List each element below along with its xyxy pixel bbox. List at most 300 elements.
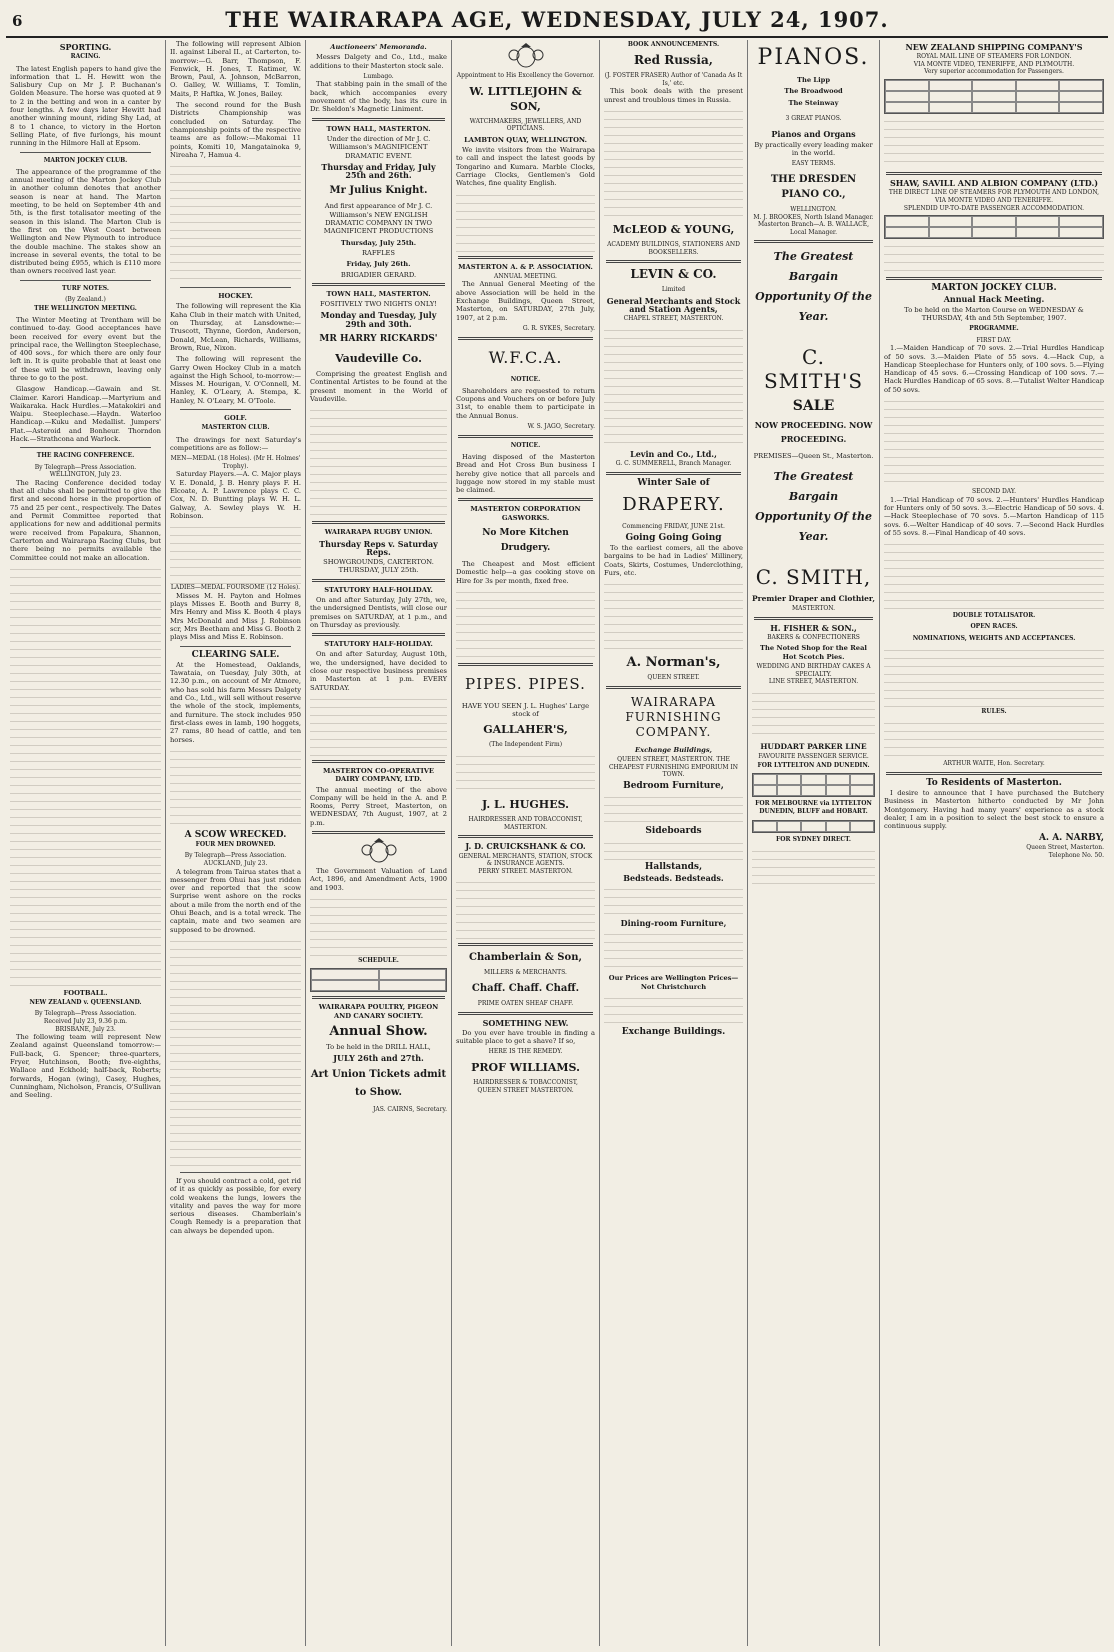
dateline: AUCKLAND, July 23.: [203, 860, 268, 867]
subheading-masterton-club: MASTERTON CLUB.: [201, 424, 270, 432]
divider: [180, 1172, 291, 1173]
table-cell: [929, 91, 973, 102]
table-cell: [311, 969, 379, 980]
ad-play-title: RAFFLES: [361, 248, 396, 257]
ad-paragraph: The Cheapest and Most efficient Domestic help—a gas cooking stove on Hire for 3s per month, fixed free.: [456, 559, 595, 585]
table-cell: [885, 80, 929, 91]
section-heading-golf: GOLF.: [224, 414, 247, 423]
section-heading-football: FOOTBALL.: [63, 988, 108, 997]
ad-text-continued: [604, 327, 743, 447]
royal-crest-icon: [506, 43, 546, 69]
ad-line: Exchange Buildings,: [635, 745, 712, 754]
table-cell: [826, 821, 850, 832]
table-cell: [1059, 91, 1103, 102]
ad-art-union: Art Union Tickets admit to Show.: [310, 1069, 447, 1099]
table-cell: [1059, 227, 1103, 238]
ad-brand: The Broadwood: [784, 87, 843, 96]
ad-dates: JULY 26th and 27th.: [333, 1053, 424, 1064]
article-paragraph: The following will represent the Garry Owen Hockey Club in a match against the High School, to-morrow:—Misses M. Hourigan, V. O'Connell, M. Hanley, K. O'Leary, A. Stempa, K. Hanley, N. O'Leary, M. O'Toole.: [170, 355, 301, 405]
table-cell: [753, 785, 777, 796]
byline: By Telegraph—Press Association.: [34, 1010, 137, 1018]
ad-trades: GENERAL MERCHANTS, STATION, STOCK & INSURANCE AGENTS.: [458, 852, 593, 868]
body-text-continued: [170, 163, 301, 283]
ad-address: PREMISES—Queen St., Masterton.: [753, 452, 874, 461]
ad-star-name: Mr Julius Knight.: [329, 185, 428, 197]
ad-address: Queen Street, Masterton.: [1026, 843, 1104, 851]
ad-text-continued: [884, 118, 1104, 168]
programme-events: 1.—Trial Handicap of 70 sovs. 2.—Hunters' Hurdles Handicap for Hunters only of 50 sovs. 3.—Electric Handicap of 50 sovs. 4.—Hack Steeplechase of 70 sovs. 5.—Marton Handicap of 115 sovs. 6.—Welter Handicap of 40 sovs. 7.—Second Hack Hurdles of 55 sovs. 8.—Final Handicap of 40 sovs.: [884, 495, 1104, 537]
byline: (By Zealand.): [65, 296, 106, 304]
heading-clearing-sale: CLEARING SALE.: [191, 649, 280, 660]
ad-address: Exchange Buildings.: [621, 1027, 726, 1038]
ad-firm-huddart-parker: HUDDART PARKER LINE: [760, 741, 867, 751]
ad-line: (The Independent Firm): [488, 741, 563, 749]
ad-trades: ACADEMY BUILDINGS, STATIONERS AND BOOKSELLERS.: [607, 241, 740, 256]
ad-text-continued: [310, 407, 447, 517]
ad-line: To be held in the DRILL HALL,: [326, 1042, 431, 1051]
advertorial-paragraph: If you should contract a cold, get rid of it as quickly as possible, for every cold weakens the lungs, lowers the vitality and paves the way for more serious diseases. Chamberlain's Cough Remedy is a preparation that can always be depended upon.: [170, 1176, 301, 1235]
article-paragraph: The second round for the Bush Districts Championship was concluded on Saturday. The championship points of the respective teams are as follow:—Makomai 11 points, Komiti 10, Mangatainoka 9, Nireaha 7, Hamua 4.: [170, 101, 301, 159]
ad-text-continued: [884, 720, 1104, 760]
table-cell: [777, 821, 801, 832]
ad-firm-levin: Levin and Co., Ltd.,: [630, 449, 717, 460]
divider: [458, 943, 593, 946]
ad-book-title: Red Russia,: [634, 53, 713, 68]
ad-heading-poultry-society: WAIRARAPA POULTRY, PIGEON AND CANARY SOCIETY.: [318, 1003, 439, 1020]
column-6: [748, 40, 880, 1646]
ad-signature: G. R. SYKES, Secretary.: [522, 324, 595, 332]
table-cell: [972, 91, 1016, 102]
ad-firm-littlejohn: W. LITTLEJOHN & SON,: [469, 84, 582, 113]
table-cell: [850, 774, 874, 785]
ad-paragraph: On and after Saturday, August 10th, we, the undersigned, have decided to close our respective business premises in Masterton at 1 p.m. EVERY SATURDAY.: [310, 650, 447, 692]
programme-heading: PROGRAMME.: [969, 325, 1019, 333]
table-cell: [1016, 227, 1060, 238]
divider: [886, 172, 1102, 175]
ad-line: WEDDING AND BIRTHDAY CAKES A SPECIALTY.: [756, 663, 871, 678]
ad-heading-something-new: SOMETHING NEW.: [482, 1017, 569, 1028]
ad-text-continued: [752, 848, 875, 888]
ad-line: Limited: [661, 286, 686, 294]
programme-heading: NOMINATIONS, WEIGHTS AND ACCEPTANCES.: [912, 634, 1076, 642]
ad-text-continued: [456, 192, 595, 252]
received-line: Received July 23, 9.36 p.m.: [43, 1018, 128, 1025]
divider: [180, 646, 291, 647]
divider: [312, 579, 445, 582]
article-paragraph: Saturday Players.—A. C. Major plays V. E. Donald, J. B. Henry plays F. H. Elcoate, A. P. Lawrence plays C. C. Cox, N. D. Buntting plays W. H. L. Galway, A. Sewley plays W. H. Robinson.: [170, 470, 301, 520]
ad-firm-mcleod-young: McLEOD & YOUNG,: [612, 223, 735, 237]
ad-product-hallstands: Hallstands,: [644, 861, 703, 872]
section-heading-sporting: SPORTING.: [59, 42, 112, 52]
ad-slogan: The Noted Shop for the Real Hot Scotch Pies.: [760, 644, 867, 661]
ad-line: HAVE YOU SEEN J. L. Hughes' Large stock of: [461, 701, 590, 719]
table-cell: [379, 980, 447, 991]
programme-heading: OPEN RACES.: [970, 623, 1018, 631]
heading-racing-conference: THE RACING CONFERENCE.: [36, 452, 135, 460]
table-cell: [972, 80, 1016, 91]
ad-text-continued: [884, 647, 1104, 707]
ad-firm-dresden: THE DRESDEN PIANO CO.,: [770, 173, 857, 200]
ad-heading-dairy-company: MASTERTON CO-OPERATIVE DAIRY COMPANY, LTD.: [322, 766, 435, 784]
divider: [20, 152, 151, 153]
royal-crest-icon: [359, 838, 399, 864]
divider: [312, 996, 445, 999]
table-cell: [850, 821, 874, 832]
programme-day: SECOND DAY.: [972, 488, 1016, 496]
ad-phone: Telephone No. 50.: [1048, 851, 1104, 859]
ad-trades: MILLERS & MERCHANTS.: [484, 969, 567, 977]
ad-line: NOW PROCEEDING. NOW PROCEEDING.: [754, 420, 873, 445]
notice-text-continued: [310, 896, 447, 956]
heading-auctioneers-memoranda: Auctioneers' Memoranda.: [330, 43, 427, 51]
section-heading-hockey: HOCKEY.: [218, 292, 253, 301]
ad-line: VIA MONTE VIDEO, TENERIFFE, AND PLYMOUTH.: [913, 60, 1075, 68]
ad-address: LAMBTON QUAY, WELLINGTON.: [464, 135, 587, 144]
divider: [754, 240, 873, 243]
ad-heading-rugby-union: WAIRARAPA RUGBY UNION.: [324, 528, 433, 537]
ad-firm-williams: PROF WILLIAMS.: [471, 1061, 580, 1074]
ad-text-continued: [604, 995, 743, 1025]
ad-line: PRIME OATEN SHEAF CHAFF.: [477, 999, 574, 1007]
ad-sale: SALE: [792, 398, 835, 415]
ad-paragraph: To be held on the Marton Course on WEDNESDAY & THURSDAY, 4th and 5th September, 1907.: [904, 305, 1084, 323]
table-cell: [1016, 91, 1060, 102]
ad-text-continued: [604, 108, 743, 218]
ad-slogan-bargain: The Greatest Bargain Opportunity Of the Year.: [755, 250, 872, 324]
divider: [180, 287, 291, 288]
ad-trades: HAIRDRESSER & TOBACCONIST,: [473, 1079, 578, 1086]
competition-title: MEN—MEDAL (18 Holes). (Mr H. Holmes' Trophy).: [170, 455, 301, 470]
ad-line: FOSITIVELY TWO NIGHTS ONLY!: [320, 300, 437, 309]
newspaper-title: THE WAIRARAPA AGE, WEDNESDAY, JULY 24, 1907.: [225, 7, 889, 32]
ad-drapery: DRAPERY.: [622, 494, 725, 516]
table-cell: [929, 227, 973, 238]
ad-paragraph: On and after Saturday, July 27th, we, the undersigned Dentists, will close our premises on SATURDAY, at 1 p.m., and on Thursday as previously.: [310, 595, 447, 629]
divider: [458, 1012, 593, 1015]
ad-line: SPLENDID UP-TO-DATE PASSENGER ACCOMMODATION.: [903, 204, 1085, 212]
programme-heading: RULES.: [981, 707, 1007, 715]
body-text-continued: [10, 566, 161, 986]
article-paragraph: The Winter Meeting at Trentham will be continued to-day. Good acceptances have been received for every event but the principal race, the Wellington Steeplechase, of 400 sovs., for which there are only four left in. It is quite probable that at least one of these will be withdrawn, leaving only three to go to the post.: [10, 315, 161, 382]
divider: [458, 435, 593, 438]
table-cell: [1059, 216, 1103, 227]
ad-subheading: ANNUAL MEETING.: [494, 272, 557, 280]
ad-heading-pipes: PIPES. PIPES.: [465, 674, 586, 693]
ad-annual-show: Annual Show.: [329, 1023, 428, 1039]
sailing-table: [884, 79, 1104, 114]
ad-address: WELLINGTON.: [790, 205, 837, 213]
divider: [458, 663, 593, 666]
ad-line: Commencing FRIDAY, JUNE 21st.: [622, 523, 725, 531]
divider: [606, 472, 741, 475]
ad-slogan: Going Going Going: [625, 532, 722, 543]
ad-firm-csmith: C. SMITH,: [755, 564, 872, 589]
ad-heading-town-hall: TOWN HALL, MASTERTON.: [326, 124, 431, 133]
ad-trades: WATCHMAKERS, JEWELLERS, AND OPTICIANS.: [469, 117, 582, 133]
ad-paragraph: We invite visitors from the Wairarapa to call and inspect the latest goods by Tongarino and Kumara. Marble Clocks, Carriage Clocks, Gentlemen's Gold Watches, fine quality English.: [456, 146, 595, 188]
ad-heading-wfca: W.F.C.A.: [488, 347, 563, 367]
heading-scow-wrecked: A SCOW WRECKED.: [184, 829, 287, 840]
ad-paragraph: Comprising the greatest English and Continental Artistes to be found at the present moment in the World of Vaudeville.: [310, 370, 447, 403]
divider: [312, 283, 445, 286]
ad-firm-nz-shipping: NEW ZEALAND SHIPPING COMPANY'S: [905, 42, 1083, 52]
ad-line: FAVOURITE PASSENGER SERVICE.: [758, 753, 869, 761]
ad-text-continued: [604, 886, 743, 916]
sailing-heading: FOR SYDNEY DIRECT.: [776, 835, 851, 843]
ad-slogan: Our Prices are Wellington Prices—Not Christchurch: [608, 974, 739, 991]
article-paragraph: The following will represent the Kia Kaha Club in their match with United, on Thursday, at Lansdowne:—Truscott, Thynne, Gordon, Anderson, Donald, McLean, Richards, Williams, Brown, Rue, Nixon.: [170, 302, 301, 352]
ad-paragraph: And first appearance of Mr J. C. Williamson's NEW ENGLISH DRAMATIC COMPANY IN TWO MAGNIFICENT PRODUCTIONS: [323, 202, 434, 236]
table-cell: [1016, 80, 1060, 91]
ad-product-bedsteads: Bedsteads. Bedsteads.: [623, 872, 724, 883]
ad-trades: HAIRDRESSER AND TOBACCONIST, MASTERTON.: [468, 816, 583, 831]
table-cell: [1059, 102, 1103, 113]
ad-trades: General Merchants and Stock and Station Agents,: [606, 295, 741, 315]
ad-text-continued: [456, 879, 595, 939]
divider: [20, 280, 151, 281]
divider: [312, 760, 445, 763]
appointment-line: Appointment to His Excellency the Governor.: [456, 72, 595, 79]
heading-schedule: SCHEDULE.: [358, 956, 399, 964]
table-cell: [972, 216, 1016, 227]
table-cell: [972, 102, 1016, 113]
byline: By Telegraph—Press Association.: [34, 463, 137, 471]
ad-text-continued: [604, 794, 743, 824]
table-cell: [885, 216, 929, 227]
ad-firm-levin: LEVIN & CO.: [630, 267, 717, 282]
table-cell: [1059, 80, 1103, 91]
table-cell: [777, 774, 801, 785]
ad-text-continued: [884, 243, 1104, 273]
dateline: BRISBANE, July 23.: [55, 1025, 116, 1033]
column-3: [306, 40, 452, 1646]
ad-heading-pianos: PIANOS.: [757, 45, 870, 70]
ad-text-continued: [310, 696, 447, 756]
ad-paragraph: To the earliest comers, all the above bargains to be had in Ladies' Millinery, Coats, Skirts, Costumes, Underclothing, Furs, etc.: [604, 544, 743, 578]
table-cell: [885, 91, 929, 102]
article-paragraph: Misses M. H. Payton and Holmes plays Misses E. Booth and Burry 8, Mrs Henry and Miss K. Booth 4 plays Mrs McDonald and Miss J. Robinson scr, Mrs Beetham and Miss G. Booth 2 plays Miss and Miss E. Robinson.: [170, 591, 301, 642]
table-cell: [826, 774, 850, 785]
divider: [606, 260, 741, 263]
ad-paragraph: Do you ever have trouble in finding a suitable place to get a shave? If so,: [456, 1028, 595, 1046]
ad-paragraph: I desire to announce that I have purchased the Butchery Business in Masterton hitherto conducted by Mr John Montgomery. Having had many years' experience as a stock dealer, I am in a position to select the best stock to ensure a continuous supply.: [884, 789, 1104, 831]
table-cell: [885, 227, 929, 238]
ad-address: LINE STREET, MASTERTON.: [768, 678, 859, 686]
ad-heading-town-hall: TOWN HALL, MASTERTON.: [326, 289, 431, 298]
divider: [458, 256, 593, 259]
divider: [886, 772, 1102, 775]
ad-heading-marton-jockey-club: MARTON JOCKEY CLUB.: [931, 283, 1057, 294]
ad-fixture: Thursday Reps v. Saturday Reps.: [319, 538, 438, 557]
divider: [606, 686, 741, 689]
ad-text-continued: [752, 690, 875, 740]
body-text-continued: [170, 748, 301, 828]
column-4: [452, 40, 600, 1646]
ad-firm-cruickshank: J. D. CRUICKSHANK & CO.: [465, 841, 586, 852]
programme-day: FIRST DAY.: [976, 336, 1012, 344]
ad-firm-furnishing: WAIRARAPA FURNISHING COMPANY.: [625, 694, 722, 739]
divider: [20, 447, 151, 448]
ad-product-sideboards: Sideboards: [645, 826, 702, 837]
table-cell: [801, 774, 825, 785]
ad-paragraph: By practically every leading maker in the world.: [754, 140, 873, 158]
divider: [180, 409, 291, 410]
sailing-table: [752, 773, 875, 797]
article-paragraph: The following will represent Albion II. against Liberal II., at Carterton, to-morrow:—G. Barr, Thompson, F. Fenwick, H. Jones, T. Ratimer, W. Brown, Paul, A. Johnson, McBarron, O. Galley, W. Williams, T. Tomlin, Maits, P. Haftka, W. Jones, Bailey.: [170, 40, 301, 98]
ad-heading-notice: NOTICE.: [510, 441, 541, 449]
ad-play-title: BRIGADIER GERARD.: [340, 270, 417, 279]
sailing-table: [752, 820, 875, 833]
divider: [458, 337, 593, 340]
article-paragraph: Glasgow Handicap.—Gawain and St. Claimer. Karori Handicap.—Martyrium and Waikaraka. Hack Hurdles.—Matakokiri and Waipu. Steeplechase.—Haydn. Waterloo Handicap.—Kuku and Medallist. Jumpers' Flat.—Asteroid and Bonheur. Thorndon Hack.—Strathcona and Warlock.: [10, 385, 161, 444]
ad-text-continued: [604, 840, 743, 860]
table-cell: [885, 102, 929, 113]
ad-heading-ap-association: MASTERTON A. & P. ASSOCIATION.: [458, 262, 593, 271]
ad-signature: G. C. SUMMERELL, Branch Manager.: [615, 460, 732, 468]
divider: [312, 521, 445, 524]
ad-date: Friday, July 26th.: [346, 260, 411, 269]
masthead: [6, 0, 1108, 38]
schedule-table: [310, 968, 447, 992]
ad-heading: Pianos and Organs: [771, 129, 856, 140]
ad-trades: BAKERS & CONFECTIONERS: [767, 633, 860, 641]
programme-events: 1.—Maiden Handicap of 70 sovs. 2.—Trial Hurdles Handicap of 50 sovs. 3.—Maiden Plate of 55 sovs. 4.—Hack Cup, a Handicap Steeplechase for Hunters only, of 100 sovs. 5.—Flying Handicap of 45 sovs. 6.—Crossing Handicap of 100 sovs. 7.—Hack Hurdles Handicap of 65 sovs. 8.—Tutalist Welter Handicap of 50 sovs.: [884, 344, 1104, 394]
ad-address: QUEEN STREET.: [647, 674, 700, 682]
body-text-continued: [170, 938, 301, 1168]
ad-line: (J. FOSTER FRASER) Author of 'Canada As It Is,' etc.: [604, 72, 743, 87]
heading-nz-v-queensland: NEW ZEALAND v. QUEENSLAND.: [29, 999, 142, 1007]
table-cell: [311, 980, 379, 991]
ad-line: ROYAL MAIL LINE OF STEAMERS FOR LONDON.: [916, 53, 1072, 61]
article-paragraph: The latest English papers to hand give the information that L. H. Hewitt won the Salisbury Cup on Mr J. P. Buchanan's Golden Measure. The horse was quoted at 9 to 2 in the betting and won in a canter by four lengths. A few days later Hewitt had another winning mount, riding Shy Lad, at 8 to 1 chance, to victory in the Horton Selling Plate, of five furlongs, his mount running in the Hilmore Hall at Epsom.: [10, 64, 161, 148]
ad-address: PERRY STREET. MASTERTON.: [478, 867, 573, 875]
ad-line: THE DIRECT LINE OF STEAMERS FOR PLYMOUTH AND LONDON, VIA MONTE VIDEO AND TENERIFFE.: [888, 189, 1100, 204]
article-paragraph: Messrs Dalgety and Co., Ltd., make additions to their Masterton stock sale.: [310, 53, 447, 70]
ad-signature: W. S. JAGO, Secretary.: [527, 423, 595, 431]
body-text-continued: [170, 524, 301, 584]
ad-star-name: MR HARRY RICKARDS': [319, 334, 438, 345]
ad-text-continued: [604, 581, 743, 651]
byline: By Telegraph—Press Association.: [184, 852, 287, 860]
ad-line: 3 GREAT PIANOS.: [785, 114, 842, 122]
ad-brand: The Steinway: [788, 98, 839, 107]
ad-firm-fisher: H. FISHER & SON.,: [770, 622, 857, 633]
ad-paragraph: The annual meeting of the above Company will be held in the A. and P. Rooms, Perry Street, Masterton, on WEDNESDAY, 7th August, 1907, at 2 p.m.: [310, 785, 447, 827]
article-paragraph: At the Homestead, Oaklands, Tawataia, on Tuesday, July 30th, at 12.30 p.m., on account of Mr Atmore, who has sold his farm Messrs Dalgety and Co., Ltd., will sell without reserve the whole of the stock, implements, and furniture. The stock includes 950 first-class ewes in lamb, 190 hoggets, 27 rams, 80 head of cattle, and ten horses.: [170, 660, 301, 744]
table-cell: [753, 821, 777, 832]
ad-subheading: Annual Hack Meeting.: [943, 294, 1045, 305]
ad-product-bedroom: Bedroom Furniture,: [623, 780, 724, 791]
article-paragraph: The appearance of the programme of the annual meeting of the Marton Jockey Club in another column denotes that another season is near at hand. The Marton meeting, to be held on September 4th and 5th, is the first totalisator meeting of the season in this island. The Marton Club is the first on the West Coast between Wellington and New Plymouth to introduce the double machine. The stakes show an increase in several events, the total to be distributed being £955, which is £110 more than owners received last year.: [10, 167, 161, 276]
sailing-heading: FOR LYTTELTON AND DUNEDIN.: [757, 761, 870, 769]
ad-firm-shaw-savill: SHAW, SAVILL AND ALBION COMPANY (LTD.): [889, 178, 1099, 189]
divider: [458, 498, 593, 501]
ad-slogan-bargain: The Greatest Bargain Opportunity Of the Year.: [755, 469, 872, 543]
heading-turf-notes: TURF NOTES.: [62, 284, 109, 292]
subheading-four-men-drowned: FOUR MEN DROWNED.: [195, 841, 276, 849]
ad-firm-hughes: J. L. HUGHES.: [482, 798, 569, 812]
sailing-table: [884, 215, 1104, 239]
divider: [458, 835, 593, 838]
subheading-racing: RACING.: [70, 53, 101, 61]
ad-address: CHAPEL STREET, MASTERTON.: [623, 315, 724, 323]
ad-heading-gasworks: MASTERTON CORPORATION GASWORKS.: [470, 505, 581, 522]
table-cell: [753, 774, 777, 785]
ad-signature: JAS. CAIRNS, Secretary.: [372, 1106, 447, 1114]
divider: [312, 633, 445, 636]
article-paragraph: The Racing Conference decided today that all clubs shall be permitted to give the first and second horse in the proportion of 75 and 25 per cent., respectively. The Dates and Permit Committee reported that applications for new and additional permits were received from Papakura, Shannon, Carterton and Wairarapa Racing Clubs, but there being no permits available the Committee could not make an allocation.: [10, 478, 161, 562]
competition-title: LADIES—MEDAL FOURSOME (12 Holes).: [170, 584, 301, 592]
ad-text-continued: [884, 398, 1104, 488]
ad-text-continued: [456, 753, 595, 793]
ad-text-continued: [604, 931, 743, 971]
table-cell: [801, 821, 825, 832]
ad-dates: Thursday and Friday, July 25th and 26th.: [321, 161, 436, 181]
ad-text-continued: [884, 541, 1104, 611]
ad-heading-residents: To Residents of Masterton.: [926, 777, 1062, 788]
ad-text-continued: [456, 589, 595, 659]
ad-heading-winter-sale: Winter Sale of: [637, 477, 710, 488]
dateline: WELLINGTON, July 23.: [49, 471, 122, 479]
divider: [886, 277, 1102, 280]
ad-paragraph: SHOWGROUNDS, CARTERTON. THURSDAY, JULY 25th.: [323, 558, 434, 575]
table-cell: [826, 785, 850, 796]
ad-signature: Masterton Branch—A. B. WALLACE, Local Manager.: [757, 221, 870, 236]
column-5: [600, 40, 748, 1646]
ad-address: QUEEN STREET MASTERTON.: [477, 1086, 574, 1094]
article-paragraph: A telegram from Tairua states that a messenger from Ohui has just ridden over and reported that the scow Surprise went ashore on the rocks about a mile from the north end of the Ohui Beach, and is a total wreck. The captain, mate and two seamen are supposed to be drowned.: [170, 867, 301, 934]
ad-subheading: NOTICE.: [510, 375, 541, 383]
table-cell: [850, 785, 874, 796]
ad-product-chaff: Chaff. Chaff. Chaff.: [471, 982, 580, 994]
page-number: 6: [12, 12, 23, 30]
heading-marton-jockey-club: MARTON JOCKEY CLUB.: [43, 156, 128, 164]
ad-heading-half-holiday: STATUTORY HALF-HOLIDAY.: [324, 640, 433, 649]
notice-paragraph: The Government Valuation of Land Act, 1896, and Amendment Acts, 1900 and 1903.: [310, 867, 447, 892]
ad-brand: The Lipp: [796, 76, 831, 84]
ad-paragraph: Having disposed of the Masterton Bread and Hot Cross Bun business I hereby give notice that all parcels and luggage now stored in my stable must be claimed.: [456, 452, 595, 495]
ad-slogan: No More Kitchen Drudgery.: [482, 527, 569, 553]
table-cell: [929, 102, 973, 113]
heading-wellington-meeting: THE WELLINGTON MEETING.: [34, 304, 137, 312]
ad-brand-gallaher: GALLAHER'S,: [483, 723, 568, 737]
ad-line: QUEEN STREET, MASTERTON. THE CHEAPEST FURNISHING EMPORIUM IN TOWN.: [608, 756, 739, 779]
table-cell: [929, 216, 973, 227]
ad-dates: Monday and Tuesday, July 29th and 30th.: [320, 310, 437, 329]
column-1: [6, 40, 166, 1646]
ad-paragraph: That stabbing pain in the small of the back, which accompanies every movement of the body, has its cure in Dr. Sheldon's Magnetic Liniment.: [310, 80, 447, 114]
ad-line: EASY TERMS.: [791, 160, 836, 168]
ad-heading-half-holiday: STATUTORY HALF-HOLIDAY.: [324, 585, 433, 594]
ad-paragraph: Shareholders are requested to return Coupons and Vouchers on or before July 31st, to enable them to participate in the Annual Bonus.: [456, 386, 595, 420]
ad-firm-csmith: C. SMITH'S: [763, 345, 864, 394]
ad-date: Thursday, July 25th.: [340, 238, 417, 247]
ad-firm-chamberlain: Chamberlain & Son,: [469, 952, 582, 964]
ad-company-name: Vaudeville Co.: [335, 352, 422, 366]
ad-address: MASTERTON.: [791, 604, 836, 612]
ad-firm-narby: A. A. NARBY,: [1038, 832, 1104, 843]
divider: [754, 617, 873, 620]
column-2: [166, 40, 306, 1646]
table-cell: [777, 785, 801, 796]
article-paragraph: The following team will represent New Zealand against Queensland tomorrow:—Full-back, G. Spencer; three-quarters, Fryer, Hutchinson, Booth; five-eighths, Wallace and Eckhold; half-back, Roberts; forwards, Hogan (wing), Casey, Hughes, Cunningham, Nicholson, Francis, O'Sullivan and Seeling.: [10, 1033, 161, 1100]
ad-signature: M. J. BROOKES, North Island Manager.: [753, 213, 874, 221]
sailing-heading: FOR MELBOURNE via LYTTELTON DUNEDIN, BLUFF and HOBART.: [755, 799, 872, 816]
ad-paragraph: Under the direction of Mr J. C. Williamson's MAGNIFICENT DRAMATIC EVENT.: [326, 134, 431, 160]
article-paragraph: The drawings for next Saturday's competitions are as follow:—: [170, 435, 301, 452]
column-7: [880, 40, 1108, 1646]
ad-heading-lumbago: Lumbago.: [363, 72, 394, 80]
